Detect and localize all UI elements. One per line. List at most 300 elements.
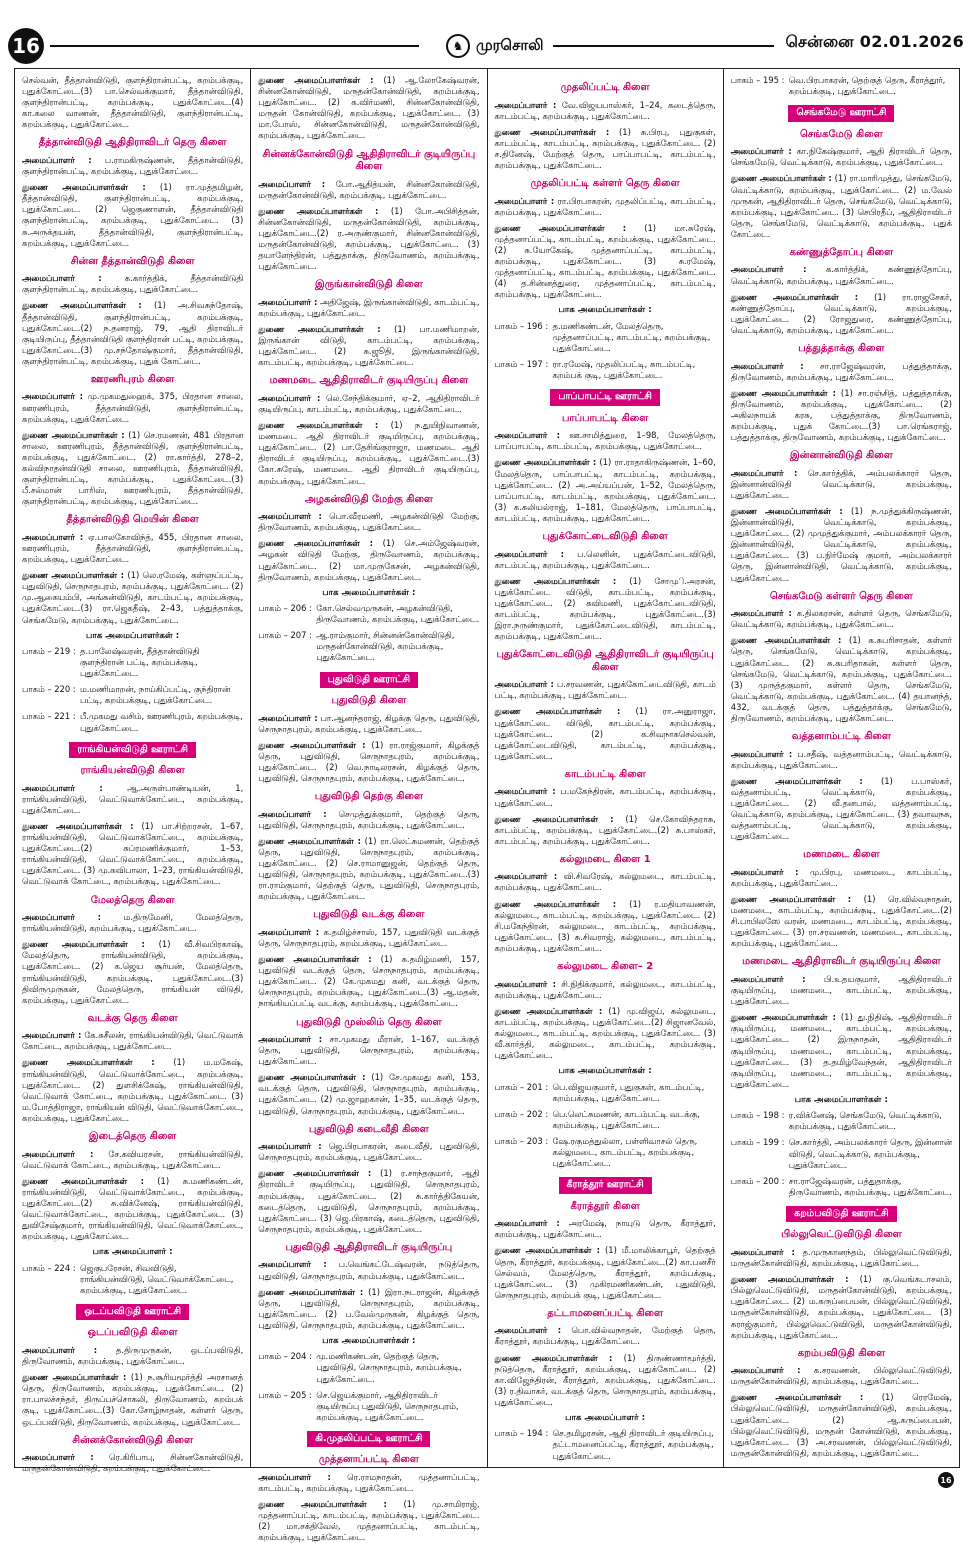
role-label: துணை அமைப்பாளர்கள் : bbox=[494, 126, 610, 137]
member-entry bbox=[731, 1274, 952, 1341]
dateline-city: சென்னை bbox=[785, 32, 854, 51]
member-entry bbox=[22, 182, 243, 249]
member-details: (1) ந.துயிநிவாணன், மணமடை ஆதி திராவிடர் குடியிருப்பு, கறம்பக்குடி, புதுக்கோட்டை. (2) பா.தேசிங்குராஜா, மணமடை ஆதி திராவிடர் குடியிருப்பு, கறம்பக்குடி, புதுக்கோட்டை.(3) கோ.சுரேஷ், மணமடை ஆதி திராவிடர் குடியிருப்பு, கறம்பக்குடி, புதுக்கோட்டை. bbox=[258, 420, 480, 486]
role-label: துணை அமைப்பாளர்கள் : bbox=[258, 324, 381, 334]
member-entry bbox=[22, 391, 243, 424]
member-details: (1) மு.விஜய், கல்லுமடை, காடம்பட்டி, கறம்பக்குடி, புதுக்கோட்டை.(2) சிஜானவேல், கல்லுமடை, காடம்பட்டி, கறம்பக்குடி, புதுக்கோட்டை. (3) வீ.கார்த்தி, கல்லுமடை, காடம்பட்டி, கறம்பக்குடி, புதுக்கோட்டை. bbox=[494, 1005, 716, 1061]
role-label: துணை அமைப்பாளர்கள் : bbox=[258, 538, 373, 549]
member-details: ப.லெனின், புதுக்கோட்டைவிடுதி, காடம்பட்டி, கறம்பக்குடி, புதுக்கோட்டை. bbox=[494, 548, 716, 570]
role-label: அமைப்பாளர் : bbox=[730, 1365, 801, 1376]
booth-organiser: த.பாலேஷ்வரன், தீத்தான்விடுதி குளந்திரான் பட்டி, கறம்பக்குடி, புதுக்கோட்டை. bbox=[80, 646, 200, 679]
member-entry bbox=[258, 179, 479, 201]
booth-organiser: ம.மணிமாறன், நாய்கிப்பட்டி, குந்திரான் பட்டி, கறம்பக்குடி, புதுக்கோட்டை. bbox=[80, 684, 231, 706]
booth-number: பாகம் – 203 : bbox=[494, 1135, 549, 1146]
member-details: ஆ.அருள்பாண்டியன், 1, ராங்கியன்விடுதி, வெட்டுவாக்கோட்டை, கறம்பக்குடி, புதுக்கோட்டை. bbox=[22, 782, 244, 815]
panchayat-heading: ராங்கியன்விடுதி ஊராட்சி bbox=[69, 742, 196, 759]
member-details: ப.சரவணன், புதுக்கோட்டைவிடுதி, காடம் பட்டி, கறம்பக்குடி, புதுக்கோட்டை. bbox=[494, 679, 716, 701]
member-entry bbox=[22, 75, 243, 130]
role-label: அமைப்பாளர் : bbox=[22, 1452, 94, 1463]
booth-organisers-heading: பாக அமைப்பாளர்கள் : bbox=[794, 1094, 888, 1105]
booth-number: பாகம் – 197 : bbox=[494, 359, 549, 370]
branch-heading: புதுவிடுதி கடைவீதி கிளை bbox=[308, 1123, 429, 1135]
member-entry bbox=[495, 549, 716, 571]
role-label: அமைப்பாளர் : bbox=[494, 1325, 562, 1336]
member-details: சா.முகமது மீரான், 1–167, வடக்குத் தெரு, புதுவிடுதி, செருநாதபுரம், கறம்பக்குடி, புதுக்கோட்டை. bbox=[258, 1034, 480, 1067]
booth-entry bbox=[22, 684, 243, 706]
booth-number: பாகம் – 201 : bbox=[494, 1081, 549, 1092]
booth-organiser: மு.மணிகண்டன், தெற்குத் தெரு, புதுவிடுதி, செருநாதபுரம், கறம்பக்குடி, புதுக்கோட்டை. bbox=[316, 1351, 462, 1384]
member-entry bbox=[22, 155, 243, 177]
panchayat-heading: கி.முதலிப்பட்டி ஊராட்சி bbox=[307, 1431, 430, 1448]
member-details: செ.கார்த்திக், அம்பலக்காரர் தெரு, இன்னான்விடுதி வெட்டிக்காடு, கறம்பக்குடி, புதுக்கோட்டை. bbox=[730, 467, 952, 500]
member-details: க.கார்த்திக், கண்ணுத்தோப்பு, வெட்டிக்காடு, கறம்பக்குடி, புதுக்கோட்டை. bbox=[730, 264, 952, 286]
role-label: துணை அமைப்பாளர்கள் : bbox=[494, 1245, 600, 1256]
member-entry bbox=[22, 1030, 243, 1052]
member-entry bbox=[495, 786, 716, 808]
role-label: அமைப்பாளர் : bbox=[258, 926, 320, 937]
branch-heading: கல்லுமடை கிளை– 2 bbox=[557, 961, 654, 973]
member-details: (1) செ.அம்ஜேஷ்வரன், அழகன் விடுதி மேற்கு, திருவோணம், கறம்பக்குடி, புதுக்கோட்டை. (2) மா.முருகேசன், அழகன்விடுதி, திருவோணம், கறம்பக்குடி, புதுக்கோட்டை. bbox=[258, 538, 480, 582]
branch-heading: புதுவிடுதி கிளை bbox=[331, 695, 407, 707]
role-label: துணை அமைப்பாளர்கள் : bbox=[258, 75, 374, 85]
booth-organisers-heading: பாக அமைப்பாளர்கள் : bbox=[558, 305, 652, 316]
role-label: அமைப்பாளர் : bbox=[258, 1034, 323, 1044]
branch-heading: கண்ணுத்தோப்பு கிளை bbox=[789, 246, 894, 258]
role-label: அமைப்பாளர் : bbox=[494, 679, 554, 690]
role-label: அமைப்பாளர் : bbox=[730, 264, 807, 275]
member-entry bbox=[731, 608, 952, 630]
dateline bbox=[786, 32, 964, 53]
role-label: அமைப்பாளர் : bbox=[730, 973, 806, 984]
member-entry bbox=[495, 871, 716, 893]
member-details: (1) ம.மகேஷ், ராங்கியன்விடுதி, வெட்டுவாக்கோட்டை, கறம்பக்குடி, புதுக்கோட்டை. (2) துளசிக்கேஷ், ராங்கியன்விடுதி, வெட்டுவாக் கோட்டை, கறம்பக்குடி, புதுக்கோட்டை. (3) ம.போத்திராஜா, ராங்கியன் விடுதி, வெட்டுவாக்கோட்டை, கறம்பக்குடி, புதுக்கோட்டை. bbox=[22, 1057, 244, 1123]
member-details: (1) ப.பாஸ்கர், வத்தனாம்பட்டி, வெட்டிக்காடு, கறம்பக்குடி, புதுக்கோட்டை. (2) வீ.தனபால், வத்தனாம்பட்டி, வெட்டிக்காடு, கறம்பக்குடி, புதுக்கோட்டை. (3) தவாவநசு, வத்தனாம்பட்டி, வெட்டிக்காடு, கறம்பக்குடி, புதுக்கோட்டை. bbox=[730, 775, 952, 842]
role-label: அமைப்பாளர் : bbox=[22, 531, 84, 542]
masthead-brand bbox=[438, 32, 552, 60]
member-details: லெ.சேந்திக்குமார், ஏ–2, ஆதிதிராவிடர் குடியிருப்பு, காடம்பட்டி, கறம்பக்குடி, புதுக்கோட்டை. bbox=[258, 392, 480, 414]
role-label: துணை அமைப்பாளர்கள் : bbox=[494, 575, 617, 586]
member-entry bbox=[258, 1259, 479, 1281]
role-label: அமைப்பாளர் : bbox=[258, 178, 326, 189]
member-details: அரமேஷ், நாயுடு தெரு, கீராத்தூர், கறம்பக்குடி, புதுக்கோட்டை. bbox=[494, 1218, 716, 1240]
member-details: (1) ரா.ராஜசேகர், கண்ணுத்தோப்பு, வெட்டிக்காடு, கறம்பக்குடி, புதுக்கோட்டை. (2) ரோஜதுரை, கண்ணுத்தோப்பு, வெட்டிக்காடு, கறம்பக்குடி, புதுக்கோட்டை. bbox=[730, 291, 952, 335]
member-entry bbox=[731, 361, 952, 383]
member-details: (1) மு.சாமிராஜ், முத்தனாப்பட்டி, காடம்பட்டி, கறம்பக்குடி, புதுக்கோட்டை. (2) மா.சக்திவேல், முத்தனாப்பட்டி, காடம்பட்டி, கறம்பக்குடி, புதுக்கோட்டை. bbox=[258, 1499, 480, 1543]
booth-organiser: செ.தமிழரசன், ஆதி திராவிடர் குடியிருப்பு, தட்டாமனைப்பட்டி, கீராத்தூர், கறம்பக்குடி, புதுக்கோட்டை. bbox=[552, 1428, 714, 1461]
member-entry bbox=[22, 821, 243, 888]
member-entry bbox=[731, 867, 952, 889]
booth-organiser: வெ.பிரபாகரன், தெற்குத் தெரு, கீராத்தூர், கறம்பக்குடி, புதுக்கோட்டை. bbox=[788, 75, 946, 97]
branch-heading: தீத்தான்விடுதி ஆதிதிராவிடர் தெரு கிளை bbox=[38, 137, 227, 149]
member-entry bbox=[258, 1287, 479, 1331]
member-entry bbox=[731, 292, 952, 336]
role-label: துணை அமைப்பாளர்கள் : bbox=[22, 429, 125, 440]
role-label: அமைப்பாளர் : bbox=[258, 712, 318, 723]
role-label: துணை அமைப்பாளர்கள் : bbox=[730, 635, 842, 646]
branch-heading: இன்னான்விடுதி கிளை bbox=[790, 450, 893, 462]
member-details: (1) ந.சூரியமூர்த்தி அரசானத் தெரு, திருவோணம், கறம்பக்குடி, புதுக்கோட்டை. (2) ரா.பாலச்சந்தர், திருப்பச்சொகலி, திருவோணம், கறம்பக் குடி, புதுக்கோட்டை.(3) கோ.சோழ்நாதன், கள்ளர் தெரு, ஒடப்பவிடுதி, திருவோணம், கறம்பக்குடி, புதுக்கோட்டை. bbox=[22, 1372, 244, 1427]
panchayat-heading: புதுவிடுதி ஊராட்சி bbox=[320, 672, 419, 689]
member-details: க.திலகரசன், கள்ளர் தெரு, செங்கமேடு, வெட்டிக்காடு, கறம்பக்குடி, புதுக்கோட்டை. bbox=[730, 608, 952, 630]
branch-heading: வத்தனாம்பட்டி கிளை bbox=[791, 731, 891, 743]
role-label: அமைப்பாளர் : bbox=[22, 912, 102, 923]
booth-organiser: ஜெகுபரேசன், சிவவிடுதி, ராங்கியன்விடுதி, வெட்டுவாக்கோட்டை, கறம்பக்குடி, புதுக்கோட்டை. bbox=[80, 1262, 234, 1295]
branch-heading: இருங்கான்விடுதி கிளை bbox=[315, 279, 423, 291]
branch-heading: முத்தனாப்பட்டி கிளை bbox=[318, 1454, 419, 1466]
member-details: (1) ரா.மாரிமுத்து, செங்கமேடு, வெட்டிக்காடு, கறம்பக்குடி, புதுக்கோட்டை. (2) ம.வேல் முருகன், ஆதிதிராவிடர் தெரு, செங்கமேடு, வெட்டிக்காடு, கறம்பக்குடி, புதுக்கோட்டை. (3) செபிரதீப், ஆதிதிராவிடர் தெரு, செங்கமேடு, வெட்டிக்காடு, கறம்பக்குடி, புதுக் கோட்டை. bbox=[730, 173, 952, 239]
member-entry bbox=[495, 814, 716, 847]
booth-number: பாகம் – 200 : bbox=[730, 1175, 785, 1186]
branch-heading: மேலத்தெரு கிளை bbox=[90, 894, 175, 906]
member-entry bbox=[731, 635, 952, 724]
column-3 bbox=[487, 69, 723, 1467]
role-label: அமைப்பாளர் : bbox=[258, 296, 318, 307]
panchayat-heading: கறம்பவிடுதி ஊராட்சி bbox=[786, 1206, 896, 1223]
booth-number: பாகம் – 204 : bbox=[258, 1351, 312, 1362]
member-details: ரெ.கிரிபாபு, சின்னகோன்விடுதி, மருதன்கோன்விடுதி, கறம்பக்குடி, புதுக்கோட்டை. bbox=[22, 1452, 244, 1474]
booth-organiser: பெ.லெட்சுமணன், காடம்பட்டி வடக்கு, கறம்பக்குடி, புதுக்கோட்டை. bbox=[552, 1108, 700, 1130]
member-details: கே.சுசீலன், ராங்கியன்விடுதி, வெட்டுவாக் கோட்டை, கறம்பக்குடி, புதுக்கோட்டை. bbox=[22, 1030, 244, 1052]
role-label: அமைப்பாளர் : bbox=[494, 195, 555, 206]
branch-heading: புதுக்கோட்டைவிடுதி ஆதிதிராவிடர் குடியிருப்பு கிளை bbox=[496, 649, 714, 673]
role-label: அமைப்பாளர் : bbox=[494, 786, 556, 797]
member-details: த.முருகானந்தம், பில்லுவெட்டுவிடுதி, மருதன்கோன்விடுதி, கறம்பக்குடி, புதுக்கோட்டை. bbox=[730, 1246, 952, 1269]
dateline-date: 02.01.2026 bbox=[859, 32, 964, 51]
member-details: மு.முகமதுஹைக், 375, பிரதான சாலை, ஊரணிபுரம், தீத்தான்விடுதி, குளந்திரான்பட்டி, கறம்பக்குடி, புதுக்கோட்டை. bbox=[22, 391, 244, 424]
role-label: அமைப்பாளர் : bbox=[258, 392, 321, 403]
member-entry bbox=[258, 927, 479, 949]
role-label: துணை அமைப்பாளர்கள் : bbox=[730, 387, 836, 398]
member-details: (1) ர.சாந்தகுமார், ஆதி திராவிடர் குடியிருப்பு, புதுவிடுதி, செருநாதபுரம், கறம்பக்குடி, புதுக்கோட்டை. (2) சு.கார்த்திகேயன், கடைத்தெரு, புதுவிடுதி, செருநாதபுரம், கறம்பக்குடி, புதுக்கோட்டை. (3) ஜெ.பிரகாஷ், கடைத்தெரு, புதுவிடுதி, செருநாதபுரம், கறம்பக்குடி, புதுக்கோட்டை. bbox=[258, 1168, 480, 1234]
member-entry bbox=[495, 1218, 716, 1240]
booth-entry bbox=[495, 1136, 716, 1169]
member-details: கா.நிகேஷ்குமார், ஆதி திராவிடர் தெரு, செங்கமேடு, வெட்டிக்காடு, கறம்பக்குடி, புதுக்கோட்டை. bbox=[730, 146, 953, 168]
booth-number: பாகம் – 198 : bbox=[730, 1110, 785, 1121]
role-label: துணை அமைப்பாளர்கள் : bbox=[22, 300, 142, 311]
member-details: (1) சு.பிரபு, புதுகுகள், காடம்பட்டி, காடம்பட்டி, கறம்பக்குடி, புதுக்கோட்டை. (2) ச.தினேஷ், மேற்குத் தெரு, பாப்பாபட்டி, காடம்பட்டி, கறம்பக்குடி, புதுக்கோட்டை. bbox=[494, 126, 716, 170]
booth-number: பாகம் – 205 : bbox=[258, 1389, 312, 1400]
brand-name: முரசொலி bbox=[476, 36, 544, 54]
role-label: அமைப்பாளர் : bbox=[730, 1246, 795, 1257]
member-details: (1) சோமுி.அரசன், புதுக்கோட்டை விடுதி, காடம்பட்டி, கறம்பக்குடி, புதுக்கோட்டை. (2) கவிமணி, புதுக்கோட்டைவிடுதி, காடம்பட்டி, கறம்பக்குடி, புதுக்கோட்டை.(3) இரா.நருண்குமார், புதுக்கோட்டைவிடுதி, காடம்பட்டி, கறம்பக்குடி, புதுக்கோட்டை. bbox=[494, 575, 716, 642]
member-entry bbox=[22, 532, 243, 565]
booth-organiser: த.மணிகண்டன், மேலத்தெரு, முத்தனாப்பட்டி, காடம்பட்டி, கறம்பக்குடி, புதுக்கோட்டை. bbox=[552, 320, 711, 353]
member-entry bbox=[258, 809, 479, 831]
branch-heading: சின்ன தீத்தான்விடுதி கிளை bbox=[70, 255, 195, 267]
member-details: ஊ.சாமித்துரை, 1–98, மேலத்தெரு, பாப்பாபட்டி, காடம்பட்டி, கறம்பக்குடி, புதுக்கோட்டை. bbox=[494, 430, 716, 452]
member-entry bbox=[731, 173, 952, 240]
branch-heading: மணமடை ஆதிதிராவிடர் குடியிருப்பு கிளை bbox=[742, 956, 941, 968]
booth-entry bbox=[495, 1109, 716, 1131]
booth-entry bbox=[731, 1137, 952, 1170]
role-label: துணை அமைப்பாளர்கள் : bbox=[730, 1012, 836, 1023]
member-entry bbox=[495, 457, 716, 524]
member-details: ம.திருமேனி, மேலத்தெரு, ராங்கியன்விடுதி, கறம்பக்குடி, புதுக்கோட்டை. bbox=[22, 912, 244, 934]
branch-heading: கீராத்தூர் கிளை bbox=[570, 1200, 640, 1212]
member-details: அதிஜேஷ், இருங்கான்விடுதி, காடம்பட்டி, கறம்பக்குடி, புதுக்கோட்டை. bbox=[258, 296, 480, 318]
member-details: ஏ.பாலகோவிந்த், 455, பிரதான சாலை, ஊரணிபுரம், தீத்தான்விடுதி, குளந்திரான்பட்டி, கறம்பக்குடி, புதுக்கோட்டை. bbox=[22, 531, 244, 565]
member-entry bbox=[258, 713, 479, 735]
role-label: துணை அமைப்பாளர்கள் : bbox=[258, 954, 372, 965]
panchayat-heading: கீராத்தூர் ஊராட்சி bbox=[559, 1177, 652, 1194]
role-label: துணை அமைப்பாளர்கள் : bbox=[730, 894, 852, 904]
member-entry bbox=[258, 1141, 479, 1163]
branch-heading: கறம்பவிடுதி கிளை bbox=[797, 1347, 886, 1359]
branch-heading: முதலிப்பட்டி கிளை bbox=[560, 82, 650, 93]
booth-number: பாகம் – 199 : bbox=[730, 1137, 785, 1148]
booth-number: பாகம் – 196 : bbox=[494, 320, 549, 331]
page-number-badge: 16 bbox=[8, 28, 44, 64]
member-details: (1) சு.மணிகண்டன், ராங்கியன்விடுதி, வெட்டுவாக்கோட்டை, கறம்பக்குடி, புதுக்கோட்டை.(2) சு.விக்னேஷ், ராங்கியன்விடுதி, வெட்டுவாக்கோட்டை, கறம்பக்குடி, புதுக்கோட்டை. (3) துவிசேஷ்குமார், ராங்கியன்விடுதி, வெட்டுவாக்கோட்டை, கறம்பக்குடி, புதுக்கோட்டை. bbox=[22, 1175, 244, 1242]
role-label: அமைப்பாளர் : bbox=[258, 511, 322, 522]
booth-number: பாகம் – 195 : bbox=[730, 75, 785, 85]
booth-number: பாகம் – 194 : bbox=[494, 1428, 549, 1439]
member-details: (1) சு.தமிழ்மணி, 157, புதுவிடுதி வடக்குத் தெரு, செருநாதபுரம், கறம்பக்குடி, புதுக்கோட்டை. (2) கே.முகமது கனி, வடக்குத் தெரு, செருநாதபுரம், கறம்பக்குடி, புதுக்கோட்டை.(3) ஆ.மதன், நாங்கியப்பட்டி வடக்கு, கறம்பக்குடி, புதுக்கோட்டை. bbox=[258, 954, 480, 1009]
booth-number: பாகம் – 219 : bbox=[22, 646, 76, 656]
member-details: (1) ரா.முத்தமிழன், தீத்தான்விடுதி, குளந்திரான்பட்டி, கறம்பக்குடி, புதுக்கோட்டை. (2) ஜெகுணாளன், தீத்தான்விடுதி குளந்திரான்பட்டி, கறம்பக்குடி, புதுக்கோட்டை. (3) சு.அருக்தயன், தீத்தான்விடுதி, குளந்திரான்பட்டி, கறம்பக்குடி, புதுக்கோட்டை. bbox=[22, 182, 244, 248]
role-label: அமைப்பாளர் : bbox=[730, 748, 793, 759]
member-entry bbox=[495, 706, 716, 761]
booth-entry bbox=[22, 646, 243, 679]
panchayat-heading: பாப்பாபட்டி ஊராட்சி bbox=[550, 389, 659, 406]
role-label: அமைப்பாளர் : bbox=[22, 782, 103, 793]
role-label: துணை அமைப்பாளர்கள் : bbox=[258, 1072, 366, 1083]
role-label: துணை அமைப்பாளர்கள் : bbox=[22, 1057, 155, 1068]
branch-heading: தீத்தான்விடுதி மெயின் கிளை bbox=[66, 514, 199, 526]
member-entry bbox=[258, 538, 479, 582]
member-entry bbox=[258, 1168, 479, 1235]
member-entry bbox=[731, 749, 952, 771]
member-entry bbox=[22, 1452, 243, 1474]
masthead-rule-left bbox=[50, 45, 419, 47]
booth-entry bbox=[495, 1082, 716, 1104]
member-entry bbox=[731, 506, 952, 584]
member-entry bbox=[258, 1499, 479, 1543]
member-entry bbox=[495, 1245, 716, 1300]
member-entry bbox=[731, 1012, 952, 1090]
column-1 bbox=[15, 69, 250, 1474]
role-label: துணை அமைப்பாளர்கள் : bbox=[258, 420, 379, 431]
role-label: அமைப்பாளர் : bbox=[494, 548, 564, 559]
member-details: மு.பிரபு, மணமடை, காடம்பட்டி, கறம்பக்குடி, புதுக்கோட்டை. bbox=[730, 866, 953, 888]
booth-organisers-heading: பாக அமைப்பாளர் : bbox=[565, 1413, 646, 1424]
member-entry bbox=[495, 127, 716, 171]
member-details: வே.விஜயபாஸ்கர், 1–24, கடைத்தெரு, காடம்பட்டி, கறம்பக்குடி, புதுக்கோட்டை. bbox=[494, 99, 716, 121]
booth-organiser: பீ.முகமது வசிம், ஊரணிபுரம், கறம்பக்குடி, புதுக்கோட்டை. bbox=[80, 711, 243, 733]
branch-heading: புதுவிடுதி முஸ்லிம் தெரு கிளை bbox=[296, 1016, 442, 1028]
booth-entry bbox=[731, 1110, 952, 1132]
booth-number: பாகம் – 221 : bbox=[22, 711, 76, 722]
member-details: வி.சிவரேஷ், கல்லுமடை, காடம்பட்டி, கறம்பக்குடி, புதுக்கோட்டை. bbox=[494, 871, 716, 893]
branch-heading: பில்லுவெட்டுவிடுதி கிளை bbox=[781, 1229, 902, 1241]
booth-organisers-heading: பாக அமைப்பாளர்கள் : bbox=[86, 630, 180, 641]
booth-entry bbox=[258, 1351, 479, 1384]
member-details: (1) சு.சுபரிசாதன், கள்ளர் தெரு, செங்கமேடு, வெட்டிக்காடு, கறம்பக்குடி, புதுக்கோட்டை. (2) சு.சுபரிதாகன், கள்ளர் தெரு, செங்கமேடு, வெட்டிக்காடு, கறம்பக்குடி, புதுக்கோட்டை.(3) முருத்தகுமார், கள்ளர் தெரு, செங்கமேடு, வெட்டிக்காடு, கறம்பக்குடி, புதுக்கோட்டை. (4) தயானந்த், 432, வடக்குத் தெரு, பத்துத்தாக்கு, செங்கமேடு, திருவோணம், கறம்பக்குடி, புதுக்கோட்டை. bbox=[730, 635, 952, 723]
role-label: அமைப்பாளர் : bbox=[494, 430, 560, 441]
booth-number: பாகம் – 202 : bbox=[494, 1108, 549, 1119]
booth-organiser: செ.கார்த்தி, அம்பலக்காரர் தெரு, இன்னான் விடுதி, வெட்டிக்காடு, கறம்பக்குடி, புதுக்கோட்டை. bbox=[788, 1137, 952, 1170]
article-columns bbox=[14, 68, 960, 1543]
member-entry bbox=[731, 894, 952, 949]
role-label: துணை அமைப்பாளர்கள் : bbox=[730, 1274, 849, 1285]
member-details: க.கார்த்திக், தீத்தான்விடுதி குளந்திரான்பட்டி, கறம்பக்குடி, புதுக்கோட்டை. bbox=[22, 273, 244, 295]
member-entry bbox=[495, 1353, 716, 1408]
masthead bbox=[8, 30, 964, 62]
role-label: அமைப்பாளர் : bbox=[22, 391, 83, 402]
member-entry bbox=[258, 75, 479, 142]
branch-heading: புதுவிடுதி வடக்கு கிளை bbox=[313, 909, 425, 921]
role-label: அமைப்பாளர் : bbox=[494, 871, 558, 882]
member-entry bbox=[258, 740, 479, 784]
member-details: பொ.வில்வநாதன், மேற்குத் தெரு, கீராத்தூர், கறம்பக்குடி, புதுக்கோட்டை. bbox=[494, 1325, 716, 1347]
branch-heading: மணமடை ஆதிதிராவிடர் குடியிருப்பு கிளை bbox=[269, 375, 469, 387]
member-entry bbox=[22, 1149, 243, 1171]
member-details: (1) சே.முகமது கனி, 153, வடக்குத் தெரு, புதுவிடுதி, செருநாதபுரம், கறம்பக்குடி, புதுக்கோட்டை. (2) மு.ஜாஹகான், 1–35, வடக்குத் தெரு, புதுவிடுதி, செருநாதபுரம், கறம்பக்குடி, புதுக்கோட்டை. bbox=[258, 1072, 480, 1116]
branch-heading: பாப்பாபட்டி கிளை bbox=[561, 412, 649, 424]
panchayat-heading: ஒடப்பவிடுதி ஊராட்சி bbox=[76, 1304, 189, 1321]
masthead-rule-right bbox=[553, 45, 774, 47]
booth-organisers-heading: பாக அமைப்பாளர் : bbox=[92, 1247, 173, 1258]
column-2 bbox=[250, 69, 486, 1543]
booth-organiser: ர.விக்னேஷ், செங்கமேடு, வெட்டிக்காடு, கறம்பக்குடி, புதுக்கோட்டை. bbox=[788, 1110, 942, 1132]
role-label: அமைப்பாளர் : bbox=[22, 1344, 98, 1355]
branch-heading: காடம்பட்டி கிளை bbox=[564, 768, 646, 780]
member-entry bbox=[495, 576, 716, 643]
member-entry bbox=[22, 570, 243, 625]
member-entry bbox=[22, 1345, 243, 1367]
role-label: துணை அமைப்பாளர்கள் : bbox=[258, 1286, 364, 1297]
member-entry bbox=[258, 1472, 479, 1494]
member-entry bbox=[495, 679, 716, 701]
role-label: துணை அமைப்பாளர்கள் : bbox=[258, 1168, 372, 1179]
booth-number: பாகம் – 220 : bbox=[22, 684, 76, 695]
booth-organiser: ஷே.ரகுமத்துல்லா, பள்ளிவாசல் தெரு, கல்லுமடை, காடம்பட்டி, கறம்பக்குடி, புதுக்கோட்டை. bbox=[552, 1135, 698, 1169]
member-details: (1) ரா.ராதாகிருஷ்ணன், 1–60, மேலத்தெரு, பாப்பாபட்டி, காடம்பட்டி, கறம்பக்குடி, புதுக்கோட்டை. (2) அ.அய்யப்பன், 1–52, மேலத்தெரு, பாப்பாபட்டி, காடம்பட்டி, கறம்பக்குடி, புதுக்கோட்டை. (3) க.கலியல்ராஜ், 1–181, மேலத்தெரு, பாப்பாபட்டி, காடம்பட்டி, கறம்பக்குடி, புதுக்கோட்டை. bbox=[494, 457, 716, 523]
booth-organisers-heading: பாக அமைப்பாளர்கள் : bbox=[322, 1335, 416, 1346]
member-entry bbox=[258, 511, 479, 533]
member-details: செமுத்துக்குமார், தெற்குத் தெரு, புதுவிடுதி, செருநாதபுரம், கறம்பக்குடி, புதுக்கோட்டை. bbox=[258, 808, 480, 830]
member-details: (1) மா.சுரேஷ், முத்தனாப்பட்டி, காடம்பட்டி, கறம்பக்குடி, புதுக்கோட்டை. (2) சு.யோகேஷ், முத்தனாப்பட்டி, காடம்பட்டி, கறம்பக்குடி, புதுக்கோட்டை. (3) சு.ரமேஷ், முத்தனாப்பட்டி, காடம்பட்டி, கறம்பக்குடி, புதுக்கோட்டை. (4) த.சின்னத்துரை, முத்தனாப்பட்டி, காடம்பட்டி, கறம்பக்குடி, புதுக்கோட்டை. bbox=[494, 222, 716, 300]
booth-number: பாகம் – 224 : bbox=[22, 1262, 76, 1273]
member-entry bbox=[495, 1325, 716, 1347]
member-entry bbox=[495, 196, 716, 218]
member-entry bbox=[495, 899, 716, 954]
booth-entry bbox=[495, 321, 716, 354]
role-label: அமைப்பாளர் : bbox=[22, 1030, 82, 1041]
member-entry bbox=[22, 939, 243, 1006]
role-label: துணை அமைப்பாளர்கள் : bbox=[22, 1372, 127, 1383]
member-details: (1) ஆ.லோகேஷ்வரன், சின்னகோன்விடுதி, மருதன்கோன்விடுதி, கறம்பக்குடி, புதுக்கோட்டை. (2) க.விர்மணி, சின்னகோன்விடுதி, மருதன் கோன்விடுதி, கறம்பக்குடி, புதுக்கோட்டை. (3) மா.போஸ், சின்னகோன்விடுதி, மருதன்கோன்விடுதி, கறம்பக்குடி, புதுக்கோட்டை. bbox=[258, 75, 480, 141]
member-details: (1) கு.வெங்கடாசலம், பில்லுவெட்டுவிடுதி, மருதன்கோன்விடுதி, கறம்பக்குடி, புதுக்கோட்டை. (2) ம.கருப்பையன், பில்லுவெட்டுவிடுதி, மருதன்கோன்விடுதி, கறம்பக்குடி, புதுக்கோட்டை. (3) சுராஜ்குமார், பில்லுவெட்டுவிடுதி, மருதன்கோன்விடுதி, கறம்பக்குடி, புதுக்கோட்டை. bbox=[730, 1274, 952, 1340]
member-details: ப.சதீஷ், வத்தனாம்பட்டி, வெட்டிக்காடு, கறம்பக்குடி, புதுக்கோட்டை. bbox=[730, 748, 952, 770]
member-details: (1) ரா.லெட்சுமணன், தெற்குத் தெரு, புதுவிடுதி, செருநாதபுரம், கறம்பக்குடி, புதுக்கோட்டை. (2) செ.ராமானுஜன், தெற்குத் தெரு, புதுவிடுதி, செருநாதபுரம், கறம்பக்குடி, புதுக்கோட்டை.(3) ரா.ராம்குமார், தெற்குத் தெரு, புதுவிடுதி, செருநாதபுரம், கறம்பக்குடி, புதுக்கோட்டை. bbox=[258, 835, 480, 902]
booth-entry bbox=[495, 359, 716, 381]
role-label: அமைப்பாளர் : bbox=[258, 1471, 331, 1482]
member-details: (1) ர.மதியாவணன், கல்லுமடை, காடம்பட்டி, கறம்பக்குடி, புதுக்கோட்டை. (2) சி.மகேந்திரன், கல்லுமடை, காடம்பட்டி, கறம்பக்குடி, புதுக்கோட்டை. (3) சு.சிவராஜ், கல்லுமடை, காடம்பட்டி, கறம்பக்குடி, புதுக்கோட்டை. bbox=[494, 898, 716, 953]
member-entry bbox=[22, 1057, 243, 1124]
member-entry bbox=[258, 393, 479, 415]
member-details: (1) ரெரமேஷ், பில்லுவெட்டுவிடுதி, மருதன்கோன்விடுதி, கறம்பக்குடி, புதுக்கோட்டை. (2) ஆ.கருப்பையன், பில்லுவெட்டுவிடுதி, மருதன் கோன்விடுதி, கறம்பக்குடி, புதுக்கோட்டை. (3) அ.சரவணன், பில்லுவெட்டுவிடுதி, மருதன்கோன்விடுதி, கறம்பக்குடி, புதுக்கோட்டை. bbox=[730, 1392, 952, 1458]
booth-entry bbox=[258, 1390, 479, 1423]
booth-entry bbox=[22, 1263, 243, 1296]
member-details: (1) இரா.நடராஜன், கிழக்குத் தெரு, புதுவிடுதி, செருநாதபுரம், கறம்பக்குடி, புதுக்கோட்டை. (2) ப.வேல்முருகன், கிழக்குத் தெரு, புதுவிடுதி, செருநாதபுரம், கறம்பக்குடி, புதுக்கோட்டை. bbox=[258, 1286, 480, 1330]
booth-organiser: சா.ராஜேஷ்வரன், பத்துதாக்கு, திருவோணம், கறம்பக்குடி, புதுக்கோட்டை. bbox=[788, 1175, 952, 1197]
lion-emblem-icon: ♞ bbox=[446, 34, 470, 58]
member-details: பொ.வீரமணி, அழகன்விடுதி மேற்கு, திருவோணம், கறம்பக்குடி, புதுக்கோட்டை. bbox=[258, 511, 480, 533]
role-label: துணை அமைப்பாளர்கள் : bbox=[730, 505, 843, 516]
member-entry bbox=[258, 954, 479, 1009]
member-entry bbox=[258, 206, 479, 273]
branch-heading: செங்கமேடு கிளை bbox=[800, 128, 883, 140]
booth-organiser: கோ.செல்வமுருகன், அழகன்விடுதி, திருவோணம், கறம்பக்குடி, புதுக்கோட்டை. bbox=[316, 603, 480, 625]
role-label: துணை அமைப்பாளர்கள் : bbox=[730, 775, 863, 786]
member-entry bbox=[731, 776, 952, 843]
member-details: ப.ராமகிருஷ்ணன், தீத்தான்விடுதி, குளந்திரான்பட்டி, கறம்பக்குடி, புதுக்கோட்டை. bbox=[22, 154, 244, 177]
role-label: துணை அமைப்பாளர்கள் : bbox=[22, 820, 134, 831]
member-details: ப.மகேந்திரன், காடம்பட்டி, கறம்பக்குடி, புதுக்கோட்டை. bbox=[494, 786, 716, 808]
branch-heading: புதுவிடுதி ஆதிதிராவிடர் குடியிருப்பு bbox=[285, 1241, 453, 1253]
role-label: துணை அமைப்பாளர்கள் : bbox=[494, 1005, 603, 1016]
booth-organisers-heading: பாக அமைப்பாளர்கள் : bbox=[322, 587, 416, 598]
role-label: துணை அமைப்பாளர்கள் : bbox=[494, 1352, 613, 1363]
member-details: ரா.பிரபாகரன், முதலிப்பட்டி, காடம்பட்டி, கறம்பக்குடி, புதுக்கோட்டை. bbox=[494, 195, 716, 217]
member-details: க.தமிழ்ச்சாஸ், 157, புதுவிடுதி வடக்குத் தெரு, செருநாதபுரம், கறம்பக்குடி, புதுக்கோட்டை. bbox=[258, 926, 480, 948]
member-entry bbox=[22, 430, 243, 508]
role-label: துணை அமைப்பாளர்கள் : bbox=[730, 173, 832, 184]
member-entry bbox=[731, 264, 952, 286]
branch-heading: ஊரணிபுரம் கிளை bbox=[90, 373, 175, 385]
member-details: போ.ஆதித்யன், சின்னகோன்விடுதி, மருதன்கோன்விடுதி, கறம்பக்குடி, புதுக்கோட்டை. bbox=[258, 178, 480, 200]
member-details: ப.வெங்கட்டேஷ்வரன், நடுத்தெரு, புதுவிடுதி, செருநாதபுரம், கறம்பக்குடி, புதுக்கோட்டை. bbox=[258, 1259, 480, 1281]
booth-entry bbox=[731, 75, 952, 97]
member-details: (1) மீ.மாலிக்காபூர், தெற்குத் தெரு, கீராத்தூர், கறம்பக்குடி, புதுக்கோட்டை.(2) கா.பனசீர் செல்வம், மேலத்தெரு, கீராத்தூர், கறம்பக்குடி, புதுக்கோட்டை. (3) முகிரமணிகண்டன், புதுவிடுதி, செருநாதபுரம், கறம்பக் குடி, புதுக்கோட்டை. bbox=[494, 1245, 716, 1300]
role-label: துணை அமைப்பாளர்கள் : bbox=[258, 739, 366, 750]
member-entry bbox=[495, 1006, 716, 1061]
member-details: ஜெ.பிரபாகரன், கடைவீதி, புதுவிடுதி, செருநாதபுரம், கறம்பக்குடி, புதுக்கோட்டை. bbox=[258, 1141, 480, 1163]
member-entry bbox=[731, 146, 952, 168]
member-details: (1) போ.அபிசித்தன், சின்னகோன்விடுதி, மருதன்கோன்விடுதி, கறம்பக்குடி, புதுக்கோட்டை.(2) ர.அருண்குமார், சின்னகோன்விடுதி, மருதன்கோன்விடுதி, கறம்பக்குடி, புதுக்கோட்டை. (3) தயாளேந்திரன், பத்துதாக்கு, திருவோணம், கறம்பக்குடி, புதுக்கோட்டை. bbox=[258, 205, 480, 272]
role-label: அமைப்பாளர் : bbox=[730, 360, 804, 371]
role-label: அமைப்பாளர் : bbox=[258, 1141, 322, 1152]
booth-entry bbox=[495, 1428, 716, 1461]
booth-entry bbox=[731, 1176, 952, 1198]
member-entry bbox=[22, 300, 243, 367]
branch-heading: செங்கமேடு கள்ளர் தெரு கிளை bbox=[769, 590, 913, 602]
role-label: துணை அமைப்பாளர்கள் : bbox=[730, 1392, 864, 1403]
member-details: சி.நிதிக்குமார், கல்லுமடை, காடம்பட்டி, கறம்பக்குடி, புதுக்கோட்டை. bbox=[494, 978, 716, 1000]
role-label: துணை அமைப்பாளர்கள் : bbox=[494, 706, 621, 717]
branch-heading: இடைத்தெரு கிளை bbox=[88, 1131, 177, 1143]
branch-heading: முதலிப்பட்டி கள்ளர் தெரு கிளை bbox=[530, 178, 680, 190]
booth-entry bbox=[258, 603, 479, 625]
role-label: அமைப்பாளர் : bbox=[494, 1218, 560, 1229]
role-label: அமைப்பாளர் : bbox=[258, 808, 327, 819]
role-label: துணை அமைப்பாளர்கள் : bbox=[22, 182, 146, 193]
booth-entry bbox=[258, 630, 479, 663]
member-entry bbox=[495, 430, 716, 452]
member-entry bbox=[22, 912, 243, 934]
role-label: துணை அமைப்பாளர்கள் : bbox=[258, 835, 361, 846]
member-entry bbox=[258, 836, 479, 903]
column-4 bbox=[723, 69, 959, 1467]
branch-heading: சின்னக்கோன்விடுதி கிளை bbox=[72, 1434, 193, 1446]
member-details: (1) து.நிதிஷ், ஆதிதிராவிடர் குடியிருப்பு, மணமடை, காடம்பட்டி, கறம்பக்குடி, புதுக்கோட்டை. (2) இருநாதன், ஆதிதிராவிடர் குடியிருப்பு, மணமடை, காடம்பட்டி, கறம்பக்குடி, புதுக்கோட்டை. (3) த.தமிழ்வேந்தன், ஆதிதிராவிடர் குடியிருப்பு, மணமடை, காடம்பட்டி, கறம்பக்குடி, புதுக்கோட்டை. bbox=[730, 1012, 952, 1089]
branch-heading: ஒடப்பவிடுதி கிளை bbox=[87, 1327, 178, 1339]
member-details: சே.கவியரசன், ராங்கியன்விடுதி, வெட்டுவாக் கோட்டை, கறம்பக்குடி, புதுக்கோட்டை. bbox=[22, 1148, 244, 1170]
member-details: (1) அ.சிவசுந்தோஷ், தீத்தான்விடுதி, குளந்திரான்பட்டி, கறம்பக்குடி, புதுக்கோட்டை.(2) ந.தனராஜ், 79, ஆதி திராவிடர் குடியிருப்பு, தீத்தான்விடுதி குளந்திரான் பட்டி, கறம்பக்குடி, புதுக்கோட்டை.(3) மு.சந்தோஷ்குமார், தீத்தான்விடுதி, குளந்திரான்பட்டி, கறம்பக்குடி, புதுக் கோட்டை. bbox=[22, 300, 244, 366]
branch-heading: புதுவிடுதி தெற்கு கிளை bbox=[314, 791, 423, 803]
role-label: அமைப்பாளர் : bbox=[730, 146, 792, 157]
